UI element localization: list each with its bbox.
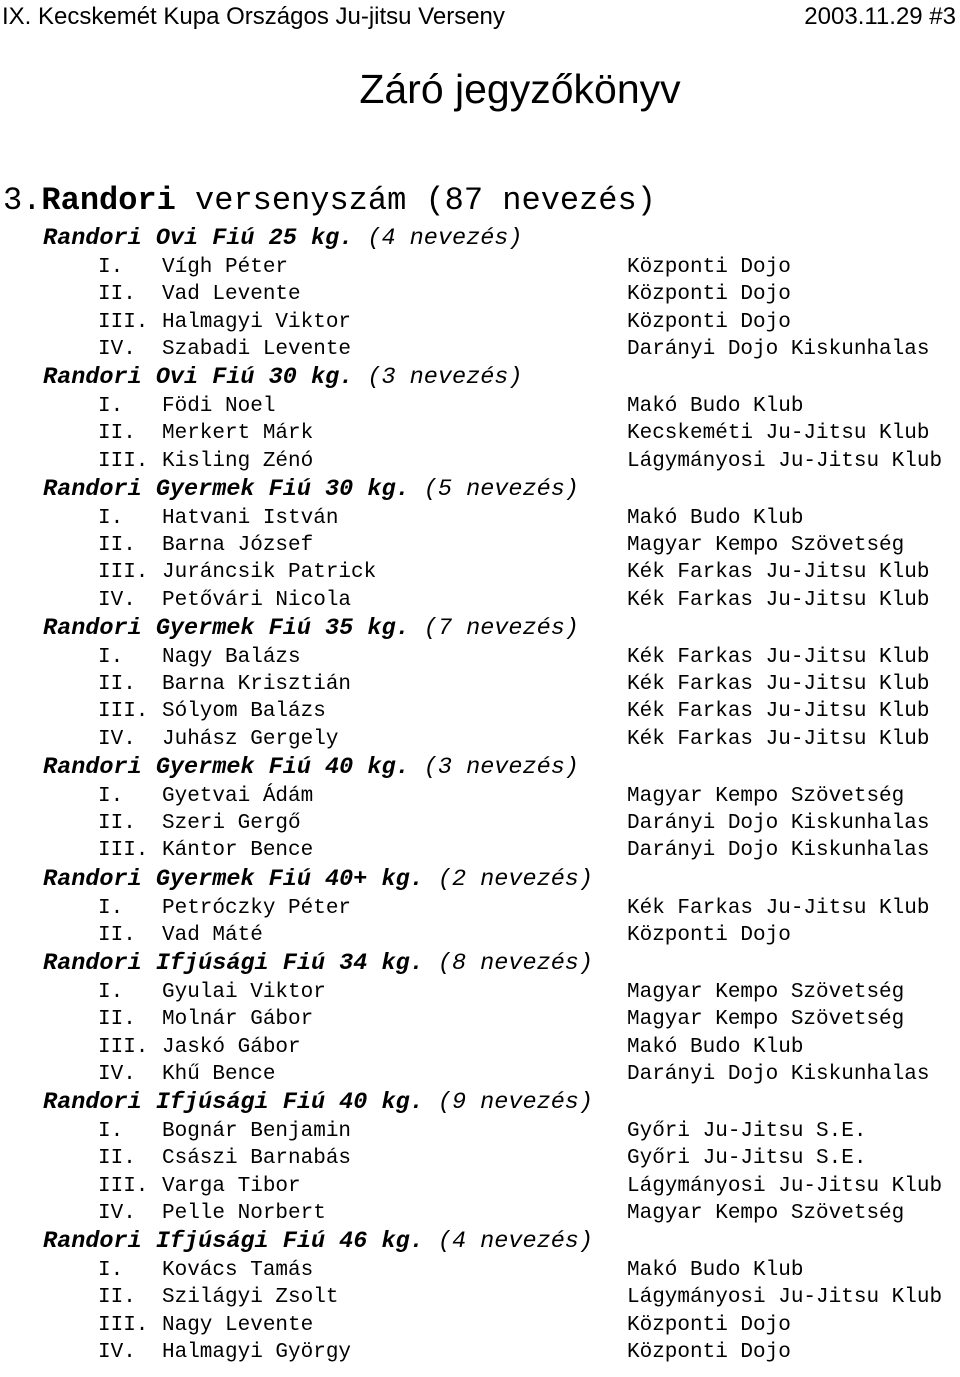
club-name: Magyar Kempo Szövetség <box>627 534 905 557</box>
club-name: Kék Farkas Ju-Jitsu Klub <box>627 561 930 585</box>
category-heading <box>43 949 593 979</box>
category-entry-count: (8 nevezés) <box>437 950 594 977</box>
category-entry-count: (3 nevezés) <box>367 364 523 391</box>
category-name: Randori Gyermek Fiú 35 kg. <box>43 614 410 642</box>
result-position: III. <box>98 839 149 863</box>
result-row <box>0 644 960 671</box>
result-row <box>0 1257 960 1284</box>
club-name: Lágymányosi Ju-Jitsu Klub <box>627 1286 943 1310</box>
category-name: Randori Ifjúsági Fiú 46 kg. <box>43 1228 424 1255</box>
competitor-name: Nagy Balázs <box>162 645 301 669</box>
competitor-name: Juhász Gergely <box>162 727 339 751</box>
club-name: Makó Budo Klub <box>627 1259 804 1282</box>
result-position: II. <box>98 1147 136 1171</box>
competitor-name: Födi Noel <box>162 395 276 418</box>
category-entry-count: (2 nevezés) <box>437 865 594 893</box>
result-row <box>0 309 960 336</box>
club-name: Győri Ju-Jitsu S.E. <box>627 1147 867 1171</box>
category-entry-count: (7 nevezés) <box>423 614 579 642</box>
result-row <box>0 1034 960 1061</box>
club-name: Magyar Kempo Szövetség <box>627 1201 905 1225</box>
club-name: Magyar Kempo Szövetség <box>627 784 905 808</box>
club-name: Kecskeméti Ju-Jitsu Klub <box>627 422 930 446</box>
result-position: II. <box>98 534 136 557</box>
result-position: I. <box>98 1259 124 1282</box>
competitor-name: Gyulai Viktor <box>162 981 326 1004</box>
result-row <box>0 505 960 532</box>
competitor-name: Molnár Gábor <box>162 1008 314 1032</box>
category-heading <box>43 363 523 393</box>
competitor-name: Szabadi Levente <box>162 337 352 361</box>
competitor-name: Császi Barnabás <box>162 1147 352 1171</box>
document-title: Záró jegyzőkönyv <box>359 66 681 112</box>
club-name: Kék Farkas Ju-Jitsu Klub <box>627 727 930 751</box>
club-name: Kék Farkas Ju-Jitsu Klub <box>627 588 930 612</box>
competitor-name: Jaskó Gábor <box>162 1035 301 1059</box>
result-row <box>0 1339 960 1366</box>
result-row <box>0 671 960 698</box>
competitor-name: Halmagyi Viktor <box>162 310 352 334</box>
club-name: Központi Dojo <box>627 283 791 307</box>
result-row <box>0 1118 960 1145</box>
club-name: Központi Dojo <box>627 1313 791 1337</box>
club-name: Kék Farkas Ju-Jitsu Klub <box>627 645 930 669</box>
result-row <box>0 922 960 949</box>
competitor-name: Vígh Péter <box>162 256 289 279</box>
result-position: IV. <box>98 1340 136 1364</box>
result-position: III. <box>98 561 149 585</box>
result-position: III. <box>98 1174 149 1198</box>
result-position: I. <box>98 1120 124 1143</box>
result-row <box>0 587 960 614</box>
competitor-name: Kisling Zénó <box>162 449 314 473</box>
category-heading <box>43 1227 593 1257</box>
competitor-name: Pelle Norbert <box>162 1201 326 1225</box>
category-heading <box>43 475 579 505</box>
result-position: I. <box>98 256 124 279</box>
result-row <box>0 698 960 725</box>
competitor-name: Merkert Márk <box>162 422 314 446</box>
club-name: Darányi Dojo Kiskunhalas <box>627 1062 930 1086</box>
competitor-name: Kovács Tamás <box>162 1259 314 1282</box>
result-row <box>0 1284 960 1311</box>
competitor-name: Bognár Benjamin <box>162 1120 352 1143</box>
result-row <box>0 726 960 753</box>
event-title: IX. Kecskemét Kupa Országos Ju-jitsu Verseny <box>2 3 505 30</box>
competitor-name: Sólyom Balázs <box>162 700 326 724</box>
category-entry-count: (4 nevezés) <box>367 225 523 252</box>
result-row <box>0 1312 960 1339</box>
result-row <box>0 1200 960 1227</box>
competitor-name: Barna Krisztián <box>162 673 352 696</box>
club-name: Központi Dojo <box>627 310 791 334</box>
result-row <box>0 1145 960 1172</box>
category-name: Randori Ifjúsági Fiú 40 kg. <box>43 1089 424 1116</box>
result-row <box>0 837 960 864</box>
category-heading <box>43 614 579 644</box>
result-row <box>0 393 960 420</box>
category-entry-count: (3 nevezés) <box>423 753 579 781</box>
competitor-name: Petróczky Péter <box>162 896 352 920</box>
result-row <box>0 1061 960 1088</box>
result-position: I. <box>98 896 124 920</box>
result-row <box>0 1173 960 1200</box>
category-entry-count: (5 nevezés) <box>423 475 579 503</box>
club-name: Magyar Kempo Szövetség <box>627 981 905 1004</box>
club-name: Magyar Kempo Szövetség <box>627 1008 905 1032</box>
result-row <box>0 448 960 475</box>
category-name: Randori Ovi Fiú 25 kg. <box>43 225 354 252</box>
competitor-name: Hatvani István <box>162 506 339 530</box>
competitor-name: Juráncsik Patrick <box>162 561 377 585</box>
competitor-name: Petővári Nicola <box>162 588 352 612</box>
result-row <box>0 336 960 363</box>
result-position: III. <box>98 1313 149 1337</box>
result-position: III. <box>98 449 149 473</box>
result-position: II. <box>98 673 136 696</box>
result-row <box>0 281 960 308</box>
result-position: IV. <box>98 337 136 361</box>
club-name: Lágymányosi Ju-Jitsu Klub <box>627 1174 943 1198</box>
club-name: Darányi Dojo Kiskunhalas <box>627 337 930 361</box>
club-name: Kék Farkas Ju-Jitsu Klub <box>627 673 930 696</box>
club-name: Kék Farkas Ju-Jitsu Klub <box>627 700 930 724</box>
result-row <box>0 895 960 922</box>
club-name: Központi Dojo <box>627 256 791 279</box>
result-position: IV. <box>98 727 136 751</box>
result-row <box>0 559 960 586</box>
result-row <box>0 979 960 1006</box>
club-name: Makó Budo Klub <box>627 506 804 530</box>
section-name: Randori <box>41 182 176 219</box>
result-position: II. <box>98 1286 136 1310</box>
competitor-name: Barna József <box>162 534 314 557</box>
category-heading <box>43 753 579 783</box>
result-row <box>0 532 960 559</box>
competitor-name: Varga Tibor <box>162 1174 301 1198</box>
competitor-name: Szilágyi Zsolt <box>162 1286 339 1310</box>
club-name: Győri Ju-Jitsu S.E. <box>627 1120 867 1143</box>
competitor-name: Khű Bence <box>162 1062 276 1086</box>
result-position: III. <box>98 1035 149 1059</box>
section-number: 3. <box>3 182 42 219</box>
result-position: I. <box>98 506 124 530</box>
club-name: Darányi Dojo Kiskunhalas <box>627 812 930 835</box>
category-entry-count: (9 nevezés) <box>437 1089 594 1116</box>
category-name: Randori Ifjúsági Fiú 34 kg. <box>43 950 424 977</box>
competitor-name: Kántor Bence <box>162 839 314 863</box>
category-heading <box>43 1088 593 1118</box>
competitor-name: Szeri Gergő <box>162 812 301 835</box>
section-description: versenyszám (87 nevezés) <box>175 182 656 219</box>
result-position: I. <box>98 645 124 669</box>
result-position: I. <box>98 981 124 1004</box>
category-heading <box>43 224 523 254</box>
club-name: Kék Farkas Ju-Jitsu Klub <box>627 896 930 920</box>
result-position: I. <box>98 784 124 808</box>
result-position: II. <box>98 422 136 446</box>
club-name: Lágymányosi Ju-Jitsu Klub <box>627 449 943 473</box>
category-entry-count: (4 nevezés) <box>437 1228 594 1255</box>
page-header <box>2 2 956 32</box>
result-position: IV. <box>98 1062 136 1086</box>
competitor-name: Gyetvai Ádám <box>162 784 314 808</box>
result-position: II. <box>98 1008 136 1032</box>
club-name: Központi Dojo <box>627 1340 791 1364</box>
result-position: III. <box>98 310 149 334</box>
result-position: III. <box>98 700 149 724</box>
category-name: Randori Gyermek Fiú 40+ kg. <box>43 865 424 893</box>
result-row <box>0 1006 960 1033</box>
result-position: II. <box>98 923 136 947</box>
result-row <box>0 254 960 281</box>
category-name: Randori Gyermek Fiú 40 kg. <box>43 753 410 781</box>
competitor-name: Halmagyi György <box>162 1340 352 1364</box>
competitor-name: Nagy Levente <box>162 1313 314 1337</box>
section-heading <box>3 181 656 221</box>
category-heading <box>43 865 593 895</box>
club-name: Központi Dojo <box>627 923 791 947</box>
event-date-code: 2003.11.29 #3 <box>804 3 956 30</box>
result-position: I. <box>98 395 124 418</box>
result-position: II. <box>98 283 136 307</box>
competitor-name: Vad Máté <box>162 923 263 947</box>
result-row <box>0 783 960 810</box>
club-name: Makó Budo Klub <box>627 1035 804 1059</box>
result-position: II. <box>98 812 136 835</box>
club-name: Makó Budo Klub <box>627 395 804 418</box>
result-position: IV. <box>98 588 136 612</box>
result-row <box>0 810 960 837</box>
club-name: Darányi Dojo Kiskunhalas <box>627 839 930 863</box>
result-position: IV. <box>98 1201 136 1225</box>
result-row <box>0 420 960 447</box>
competitor-name: Vad Levente <box>162 283 301 307</box>
category-name: Randori Ovi Fiú 30 kg. <box>43 364 354 391</box>
category-name: Randori Gyermek Fiú 30 kg. <box>43 475 410 503</box>
